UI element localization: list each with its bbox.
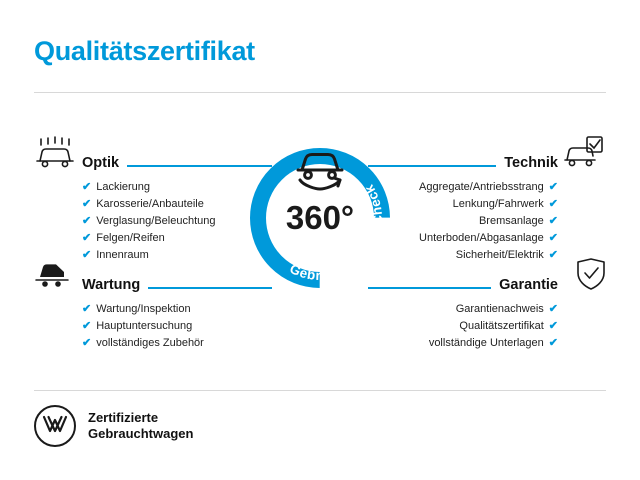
page-title: Qualitätszertifikat — [34, 36, 255, 66]
check-icon: ✔ — [82, 337, 92, 349]
footer-line-1: Zertifizierte — [88, 409, 159, 425]
footer — [34, 405, 193, 447]
check-icon: ✔ — [548, 215, 558, 227]
list-item-label: Qualitätszertifikat — [459, 320, 544, 332]
title-divider — [34, 92, 606, 93]
footer-line-2: Gebrauchtwagen — [88, 426, 194, 441]
check-icon: ✔ — [82, 181, 92, 193]
list-item-label: Felgen/Reifen — [96, 232, 165, 244]
badge-center-label: 360° — [285, 199, 355, 236]
list-item-label: Hauptuntersuchung — [96, 320, 193, 332]
list-item-label: Wartung/Inspektion — [96, 303, 191, 315]
footer-divider — [34, 390, 606, 391]
check-icon: ✔ — [82, 215, 92, 227]
badge-360-gebrauchtwagen-check — [230, 128, 410, 308]
list-item — [368, 318, 558, 335]
check-icon: ✔ — [548, 198, 558, 210]
list-item-label: Lackierung — [96, 181, 151, 193]
check-icon: ✔ — [82, 249, 92, 261]
section-title: Technik — [504, 154, 558, 171]
car-check-icon — [564, 136, 606, 170]
footer-text — [88, 410, 193, 443]
shield-check-icon — [570, 258, 612, 292]
check-icon: ✔ — [548, 303, 558, 315]
check-icon: ✔ — [548, 320, 558, 332]
list-item-label: vollständige Unterlagen — [428, 337, 544, 349]
section-title: Garantie — [499, 276, 558, 293]
list-item-label: Unterboden/Abgasanlage — [419, 232, 544, 244]
list-item-label: Aggregate/Antriebsstrang — [419, 181, 544, 193]
check-icon: ✔ — [548, 249, 558, 261]
list-item-label: Sicherheit/Elektrik — [455, 249, 544, 261]
check-icon: ✔ — [82, 320, 92, 332]
checklist-wartung — [82, 301, 272, 352]
section-title: Optik — [82, 154, 120, 171]
car-wash-icon — [34, 136, 76, 170]
list-item — [82, 335, 272, 352]
list-item-label: Bremsanlage — [478, 215, 544, 227]
list-item-label: vollständiges Zubehör — [96, 337, 204, 349]
check-icon: ✔ — [82, 303, 92, 315]
check-icon: ✔ — [548, 232, 558, 244]
list-item — [82, 318, 272, 335]
check-icon: ✔ — [82, 232, 92, 244]
list-item-label: Lenkung/Fahrwerk — [452, 198, 544, 210]
check-icon: ✔ — [82, 198, 92, 210]
list-item-label: Innenraum — [96, 249, 149, 261]
check-icon: ✔ — [548, 181, 558, 193]
vw-logo — [34, 405, 76, 447]
check-icon: ✔ — [548, 337, 558, 349]
section-title: Wartung — [82, 276, 141, 293]
badge-ring-label: Gebrauchtwagen-Check — [287, 181, 386, 284]
car-lift-icon — [34, 258, 76, 292]
list-item-label: Garantienachweis — [455, 303, 544, 315]
list-item-label: Karosserie/Anbauteile — [96, 198, 204, 210]
list-item-label: Verglasung/Beleuchtung — [96, 215, 216, 227]
checklist-garantie — [368, 301, 558, 352]
list-item — [368, 335, 558, 352]
